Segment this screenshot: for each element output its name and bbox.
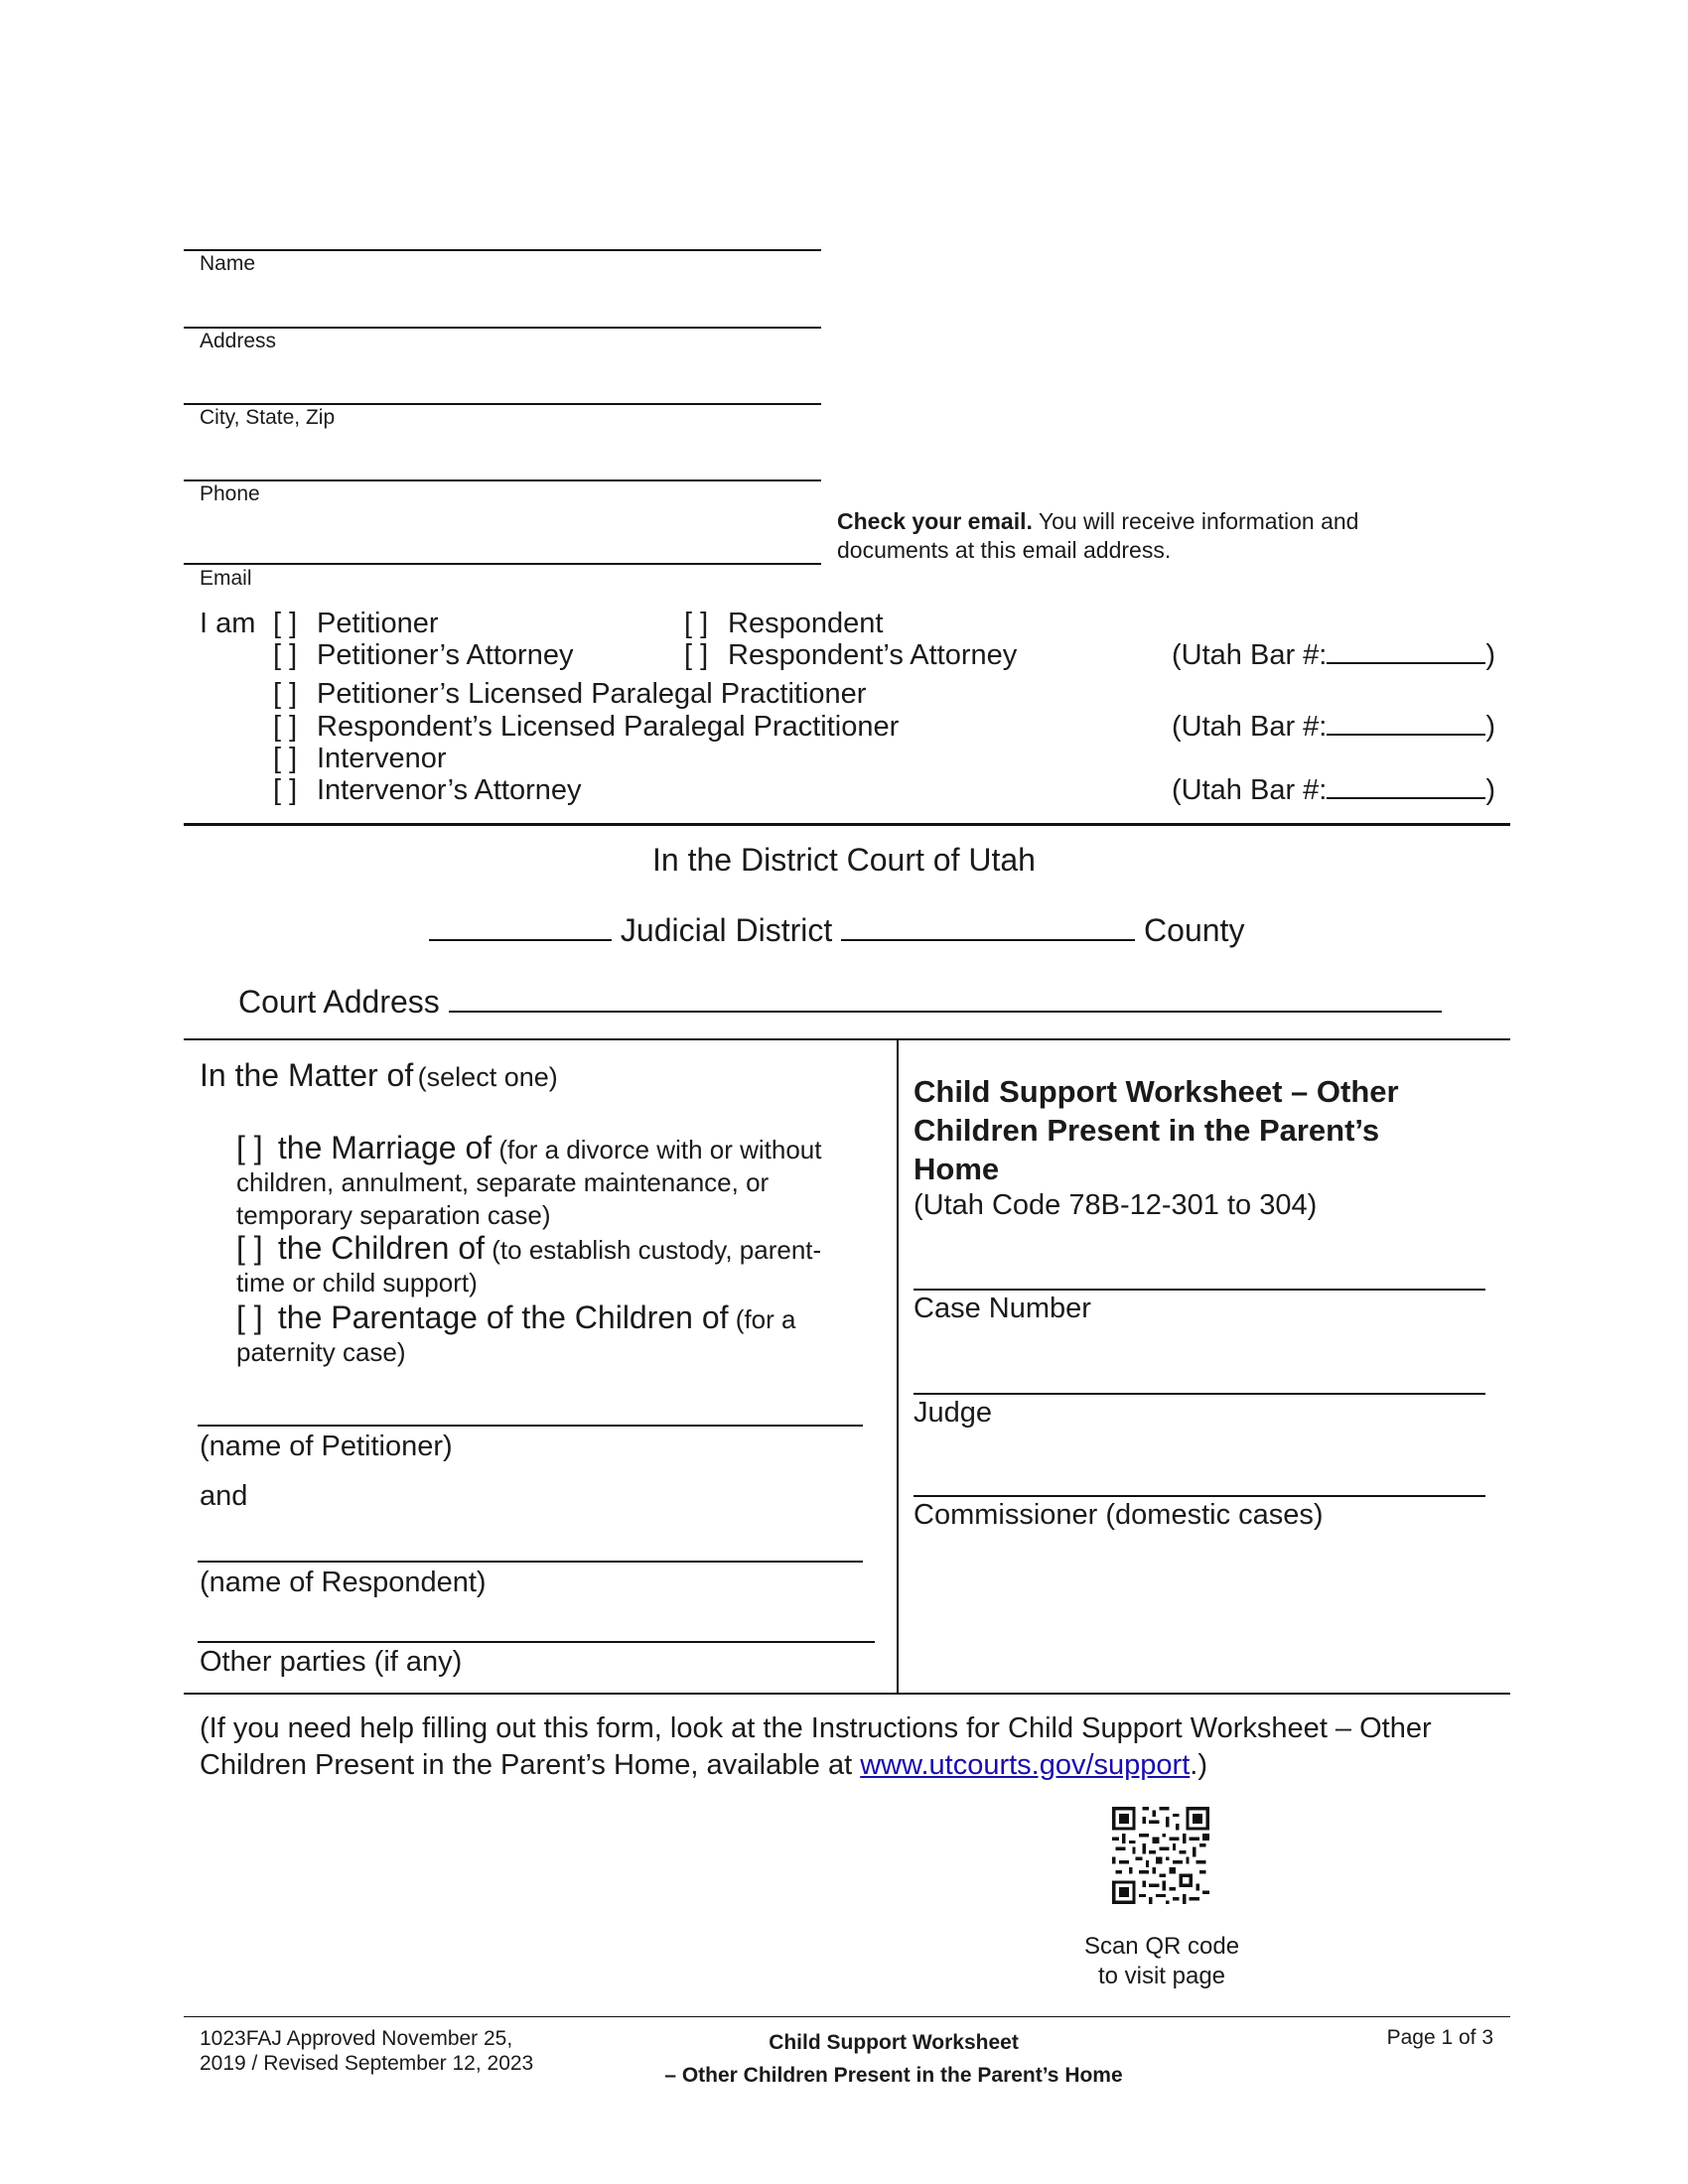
parentage-note-2: paternity case)	[236, 1337, 406, 1367]
matter-heading-text: In the Matter of	[200, 1057, 414, 1093]
commissioner-label: Commissioner (domestic cases)	[914, 1499, 1324, 1531]
parentage-note-1: (for a	[735, 1304, 796, 1334]
divider-top	[184, 823, 1510, 826]
children-note-2: time or child support)	[236, 1268, 478, 1297]
qr-code-image[interactable]	[1112, 1807, 1209, 1904]
other-parties-label: Other parties (if any)	[200, 1646, 463, 1678]
option-parentage[interactable]: [ ] the Parentage of the Children of (for a paternity case)	[236, 1299, 796, 1367]
help-line2-suffix: .)	[1190, 1749, 1207, 1781]
county-label: County	[1144, 912, 1245, 948]
option-marriage[interactable]: [ ] the Marriage of (for a divorce with or without children, annulment, separate maintenance, or temporary separation case)	[236, 1130, 822, 1230]
address-line[interactable]	[184, 327, 821, 329]
email-notice-rest: You will receive information and	[1032, 508, 1359, 534]
support-link[interactable]: www.utcourts.gov/support	[860, 1749, 1191, 1781]
address-label: Address	[200, 330, 277, 352]
help-text	[200, 1710, 1432, 1784]
email-line[interactable]	[184, 563, 821, 565]
email-notice	[837, 507, 1358, 565]
footer-divider	[184, 2016, 1510, 2017]
marriage-note-1: (for a divorce with or without	[498, 1135, 822, 1164]
case-number-line[interactable]	[914, 1289, 1485, 1291]
judicial-district-label: Judicial District	[620, 912, 833, 948]
court-address-label: Court Address	[238, 984, 440, 1020]
judge-line[interactable]	[914, 1393, 1485, 1395]
checkbox-pet-paralegal[interactable]: [ ] Petitioner’s Licensed Paralegal Practitioner	[273, 678, 867, 710]
email-notice-line2: documents at this email address.	[837, 537, 1172, 563]
phone-label: Phone	[200, 482, 260, 505]
respondent-name-label: (name of Respondent)	[200, 1567, 487, 1598]
i-am-label: I am	[200, 608, 256, 639]
judicial-district-line	[429, 912, 1244, 949]
marriage-label: the Marriage of	[277, 1130, 492, 1165]
divider-caption-top	[184, 1038, 1510, 1040]
marriage-note-3: temporary separation case)	[236, 1200, 551, 1230]
checkbox-intervenors-attorney[interactable]: [ ] Intervenor’s Attorney	[273, 774, 582, 806]
qr-caption: Scan QR code to visit page	[1083, 1933, 1240, 1989]
other-parties-line[interactable]	[198, 1641, 875, 1643]
checkbox-respondent[interactable]: [ ] Respondent	[684, 608, 884, 639]
footer-form-id: 1023FAJ Approved November 25, 2019 / Revised September 12, 2023	[200, 2027, 534, 2075]
court-address-line	[238, 984, 1442, 1021]
and-label: and	[200, 1480, 248, 1512]
option-children[interactable]: [ ] the Children of (to establish custody, parent- time or child support)	[236, 1230, 822, 1297]
utah-bar-number-2[interactable]: (Utah Bar #: )	[1172, 711, 1496, 743]
judge-label: Judge	[914, 1397, 993, 1429]
city-state-zip-line[interactable]	[184, 403, 821, 405]
district-number-input[interactable]	[429, 913, 612, 941]
utah-bar-number-1[interactable]: (Utah Bar #: )	[1172, 639, 1496, 671]
marriage-note-2: children, annulment, separate maintenance, or	[236, 1167, 770, 1197]
matter-options	[236, 1132, 882, 1369]
utah-bar-number-3[interactable]: (Utah Bar #: )	[1172, 774, 1496, 806]
email-label: Email	[200, 567, 252, 590]
respondent-name-line[interactable]	[198, 1561, 863, 1563]
phone-line[interactable]	[184, 479, 821, 481]
city-state-zip-label: City, State, Zip	[200, 406, 336, 429]
checkbox-resp-paralegal[interactable]: [ ] Respondent’s Licensed Paralegal Practitioner	[273, 711, 900, 743]
footer-title: Child Support Worksheet – Other Children Present in the Parent’s Home	[664, 2031, 1123, 2087]
help-line2-prefix: Children Present in the Parent’s Home, available at	[200, 1749, 861, 1781]
case-number-label: Case Number	[914, 1293, 1091, 1324]
parentage-label: the Parentage of the Children of	[277, 1299, 729, 1335]
name-line[interactable]	[184, 249, 821, 251]
help-line1: (If you need help filling out this form, look at the Instructions for Child Support Worksheet – Other	[200, 1712, 1432, 1744]
court-title: In the District Court of Utah	[652, 842, 1036, 878]
checkbox-petitioners-attorney[interactable]: [ ] Petitioner’s Attorney	[273, 639, 574, 671]
email-notice-bold: Check your email.	[837, 508, 1033, 534]
select-one-note: (select one)	[417, 1062, 558, 1092]
footer-page-number: Page 1 of 3	[1386, 2026, 1493, 2049]
divider-caption-bottom	[184, 1693, 1510, 1695]
checkbox-respondents-attorney[interactable]: [ ] Respondent’s Attorney	[684, 639, 1018, 671]
matter-heading	[200, 1057, 558, 1094]
petitioner-name-label: (name of Petitioner)	[200, 1431, 453, 1462]
commissioner-line[interactable]	[914, 1495, 1485, 1497]
form-title: Child Support Worksheet – Other Children Present in the Parent’s Home	[914, 1074, 1399, 1186]
county-input[interactable]	[841, 913, 1135, 941]
utah-code-ref: (Utah Code 78B-12-301 to 304)	[914, 1189, 1318, 1221]
children-label: the Children of	[277, 1230, 486, 1266]
name-label: Name	[200, 252, 256, 275]
children-note-1: (to establish custody, parent-	[492, 1235, 822, 1265]
checkbox-intervenor[interactable]: [ ] Intervenor	[273, 743, 447, 774]
petitioner-name-line[interactable]	[198, 1425, 863, 1427]
caption-vertical-divider	[897, 1038, 899, 1693]
court-address-input[interactable]	[449, 985, 1442, 1013]
checkbox-petitioner[interactable]: [ ] Petitioner	[273, 608, 439, 639]
